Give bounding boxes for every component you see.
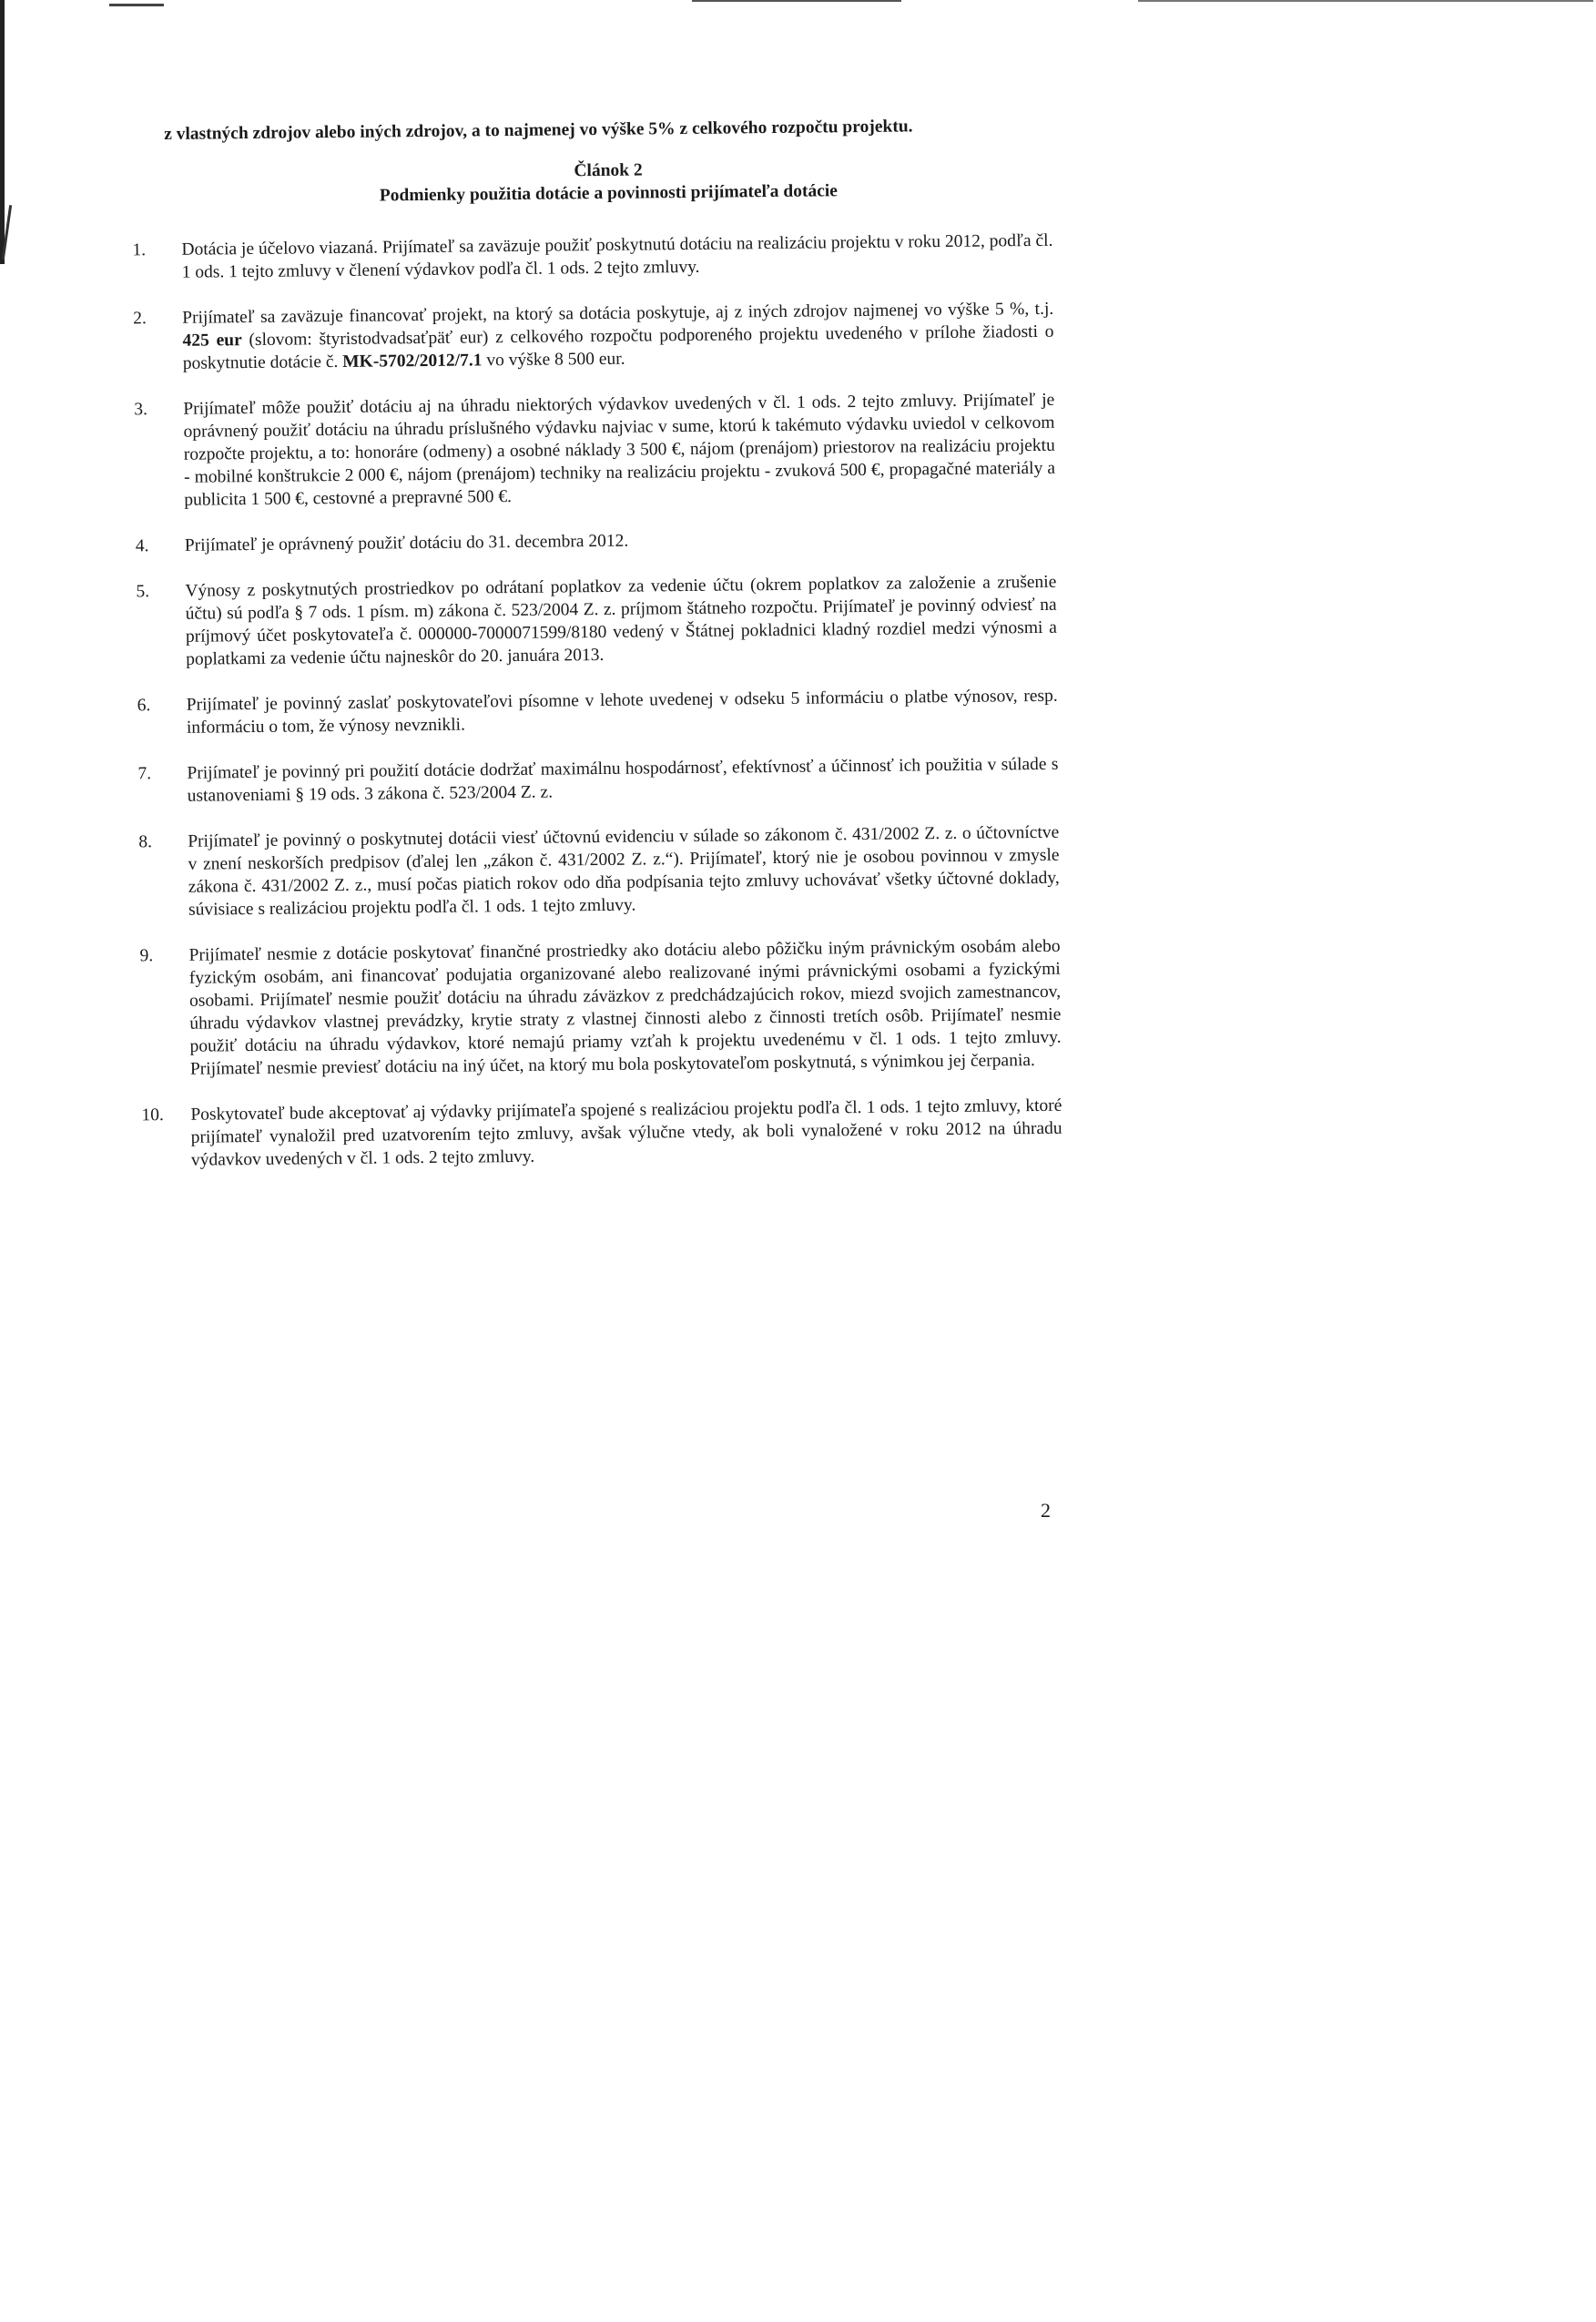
list-item bbox=[137, 753, 1059, 808]
item-text: Prijímateľ môže použiť dotáciu aj na úhradu niektorých výdavkov uvedených v čl. 1 ods. 2 tejto zmluvy. Prijímateľ je oprávnený použiť dotáciu na úhradu príslušného výdavku najviac v sume, ktorú k takémuto výdavku uviedol v celkovom rozpočte projektu, a to: honoráre (odmeny) a osobné náklady 3 500 €, nájom (prenájom) priestorov na realizáciu projektu - mobilné konštrukcie 2 000 €, nájom (prenájom) techniky na realizáciu projektu - zvuková 500 €, propagačné materiály a publicita 1 500 €, cestovné a prepravné 500 €. bbox=[183, 390, 1056, 510]
list-item bbox=[133, 298, 1054, 375]
amount-bold: 425 eur bbox=[182, 331, 242, 351]
item-text: Dotácia je účelovo viazaná. Prijímateľ sa zaväzuje použiť poskytnutú dotáciu na realizáciu projektu v roku 2012, podľa čl. 1 ods. 1 tejto zmluvy v členení výdavkov podľa čl. 1 ods. 2 tejto zmluvy. bbox=[181, 230, 1053, 282]
list-item bbox=[138, 821, 1060, 922]
scan-artifact-top-rule bbox=[692, 0, 901, 2]
item-text: Prijímateľ je povinný pri použití dotácie dodržať maximálnu hospodárnosť, efektívnosť a účinnosť ich použitia v súlade s ustanoveniami § 19 ods. 3 zákona č. 523/2004 Z. z. bbox=[187, 754, 1059, 806]
scan-artifact-left-edge bbox=[0, 0, 5, 264]
scan-artifact-top-mark bbox=[109, 4, 164, 6]
item-text: Prijímateľ je oprávnený použiť dotáciu do 31. decembra 2012. bbox=[184, 531, 629, 555]
item-number: 3. bbox=[134, 400, 148, 420]
item-number: 4. bbox=[135, 536, 149, 556]
list-item bbox=[139, 935, 1062, 1081]
item-number: 8. bbox=[138, 832, 153, 852]
item-number: 9. bbox=[139, 946, 154, 966]
document-body bbox=[132, 114, 1062, 1195]
item-number: 6. bbox=[137, 696, 151, 716]
item-text: Prijímateľ je povinný o poskytnutej dotácii viesť účtovnú evidenciu v súlade so zákonom č. 431/2002 Z. z. o účtovníctve v znení neskorších predpisov (ďalej len „zákon č. 431/2002 Z. z.“). Prijímateľ, ktorý nie je osobou povinnou v zmysle zákona č. 431/2002 Z. z., musí počas piatich rokov odo dňa podpísania tejto zmluvy uchovávať všetky účtovné doklady, súvisiace s realizáciou projektu podľa čl. 1 ods. 1 tejto zmluvy. bbox=[188, 822, 1060, 920]
list-item bbox=[132, 229, 1053, 284]
page-number: 2 bbox=[1041, 1499, 1051, 1522]
scan-artifact-top-rule-right bbox=[1138, 0, 1593, 2]
list-item bbox=[136, 571, 1057, 671]
item-text: Výnosy z poskytnutých prostriedkov po odrátaní poplatkov za vedenie účtu (okrem poplatkov za založenie a zrušenie účtu) sú podľa § 7 ods. 1 písm. m) zákona č. 523/2004 Z. z. príjmom štátneho rozpočtu. Prijímateľ je povinný odviesť na príjmový účet poskytovateľa č. 000000-7000071599/8180 vedený v Štátnej pokladnici kladný rozdiel medzi výnosmi a poplatkami za vedenie účtu najneskôr do 20. januára 2013. bbox=[185, 572, 1057, 669]
reference-number-bold: MK-5702/2012/7.1 bbox=[342, 351, 483, 372]
article-title: Podmienky použitia dotácie a povinnosti prijímateľa dotácie bbox=[379, 181, 838, 206]
article-number: Článok 2 bbox=[574, 160, 643, 181]
list-item bbox=[141, 1095, 1062, 1172]
item-text: (slovom: štyristodvadsaťpäť eur) z celkového rozpočtu podporeného projektu uvedeného v prílohe žiadosti o poskytnutie dotácie č. bbox=[182, 321, 1054, 373]
item-text: vo výške 8 500 eur. bbox=[482, 349, 625, 371]
intro-paragraph: z vlastných zdrojov alebo iných zdrojov, a to najmenej vo výške 5% z celkového rozpočtu projektu. bbox=[164, 117, 913, 144]
item-number: 7. bbox=[137, 764, 152, 784]
item-number: 1. bbox=[132, 240, 147, 260]
item-number: 10. bbox=[141, 1105, 164, 1125]
item-text: Prijímateľ je povinný zaslať poskytovateľovi písomne v lehote uvedenej v odseku 5 informáciu o platbe výnosov, resp. informáciu o tom, že výnosy nevznikli. bbox=[186, 686, 1058, 738]
item-text: Prijímateľ nesmie z dotácie poskytovať finančné prostriedky ako dotáciu alebo pôžičku iným právnickým osobám alebo fyzickým osobám, ani financovať podujatia organizované alebo realizované inými právnickými osobami a fyzickými osobami. Prijímateľ nesmie použiť dotáciu na úhradu záväzkov z predchádzajúcich rokov, miezd svojich zamestnancov, úhradu výdavkov vlastnej prevádzky, krytie straty z vlastnej činnosti alebo z činnosti tretích osôb. Prijímateľ nesmie použiť dotáciu na úhradu výdavkov, ktoré nemajú priamy vzťah k projektu uvedenému v čl. 1 ods. 1 tejto zmluvy. Prijímateľ nesmie previesť dotáciu na iný účet, na ktorý mu bola poskytovateľom poskytnutá, s výnimkou jej čerpania. bbox=[188, 936, 1062, 1079]
item-text: Prijímateľ sa zaväzuje financovať projekt, na ktorý sa dotácia poskytuje, aj z iných zdrojov najmenej vo výške 5 %, t.j. bbox=[182, 299, 1054, 328]
list-item bbox=[134, 389, 1056, 512]
list-item bbox=[137, 685, 1058, 739]
item-number: 2. bbox=[133, 309, 147, 329]
item-text: Poskytovateľ bude akceptovať aj výdavky prijímateľa spojené s realizáciou projektu podľa čl. 1 ods. 1 tejto zmluvy, ktoré prijímateľ vynaložil pred uzatvorením tejto zmluvy, avšak výlučne vtedy, ak boli vynaložené v roku 2012 na úhradu výdavkov uvedených v čl. 1 ods. 2 tejto zmluvy. bbox=[190, 1095, 1062, 1170]
conditions-list bbox=[132, 229, 1062, 1172]
list-item bbox=[135, 525, 1056, 557]
item-number: 5. bbox=[136, 582, 150, 602]
